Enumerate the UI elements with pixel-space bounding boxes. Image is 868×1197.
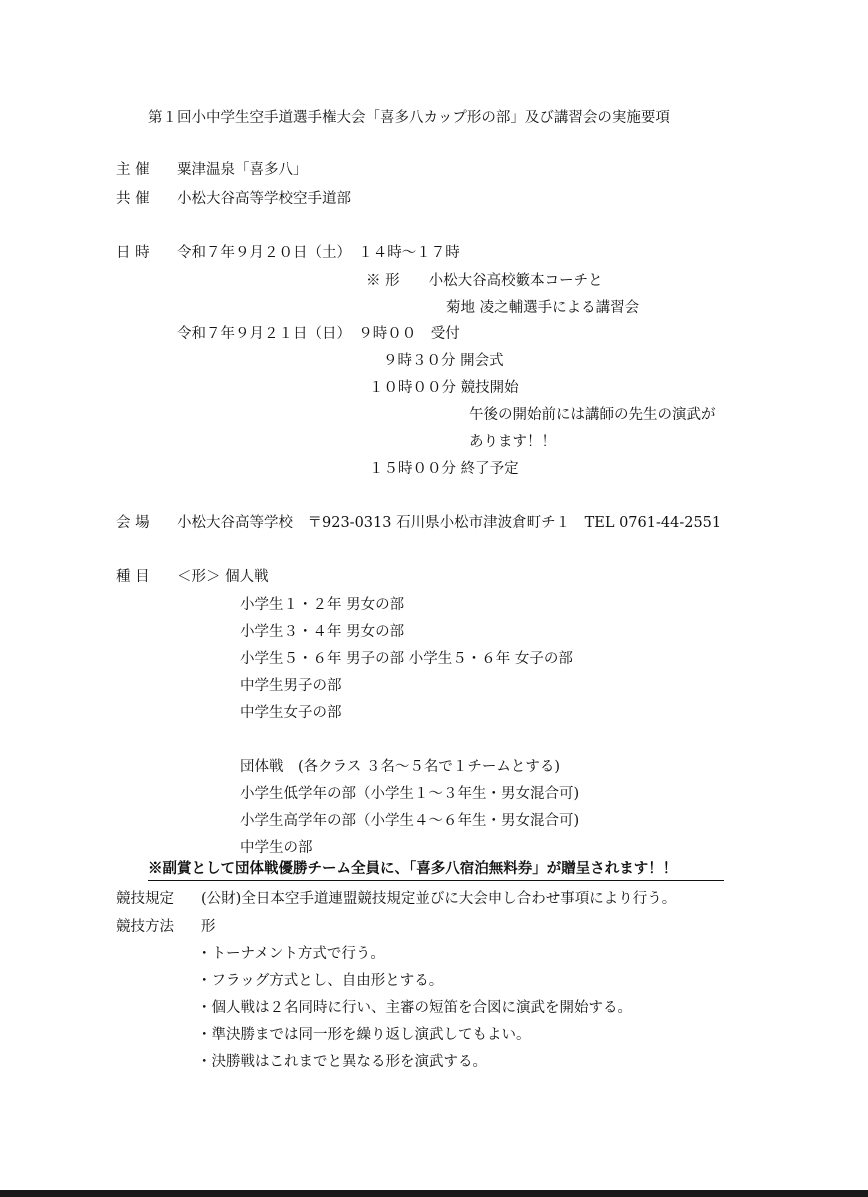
co-organizer-label: 共 催 <box>116 191 150 207</box>
team-item: 小学生低学年の部（小学生１～３年生・男女混合可) <box>240 786 580 802</box>
individual-item: 小学生５・６年 男子の部 小学生５・６年 女子の部 <box>240 651 573 667</box>
events-label: 種 目 <box>116 569 150 585</box>
method-label: 競技方法 <box>116 919 174 935</box>
individual-item: 小学生３・４年 男女の部 <box>240 624 405 640</box>
prize-underline <box>148 880 724 881</box>
individual-item: 中学生女子の部 <box>240 705 342 721</box>
schedule-day2-note2: あります！！ <box>469 434 556 450</box>
co-organizer-value: 小松大谷高等学校空手道部 <box>177 191 351 207</box>
method-item: ・決勝戦はこれまでと異なる形を演武する。 <box>197 1054 487 1070</box>
schedule-day2-start: １０時００分 競技開始 <box>369 380 519 396</box>
schedule-day1-note2: 菊地 凌之輔選手による講習会 <box>446 300 640 316</box>
schedule-day2-end: １５時００分 終了予定 <box>369 461 519 477</box>
method-item: ・トーナメント方式で行う。 <box>197 946 385 962</box>
rules-value: (公財)全日本空手道連盟競技規定並びに大会申し合わせ事項により行う。 <box>201 891 677 907</box>
page-title: 第１回小中学生空手道選手権大会「喜多八カップ形の部」及び講習会の実施要項 <box>148 110 670 126</box>
schedule-day1-note1: ※ 形 小松大谷高校籔本コーチと <box>366 273 603 289</box>
venue-value: 小松大谷高等学校 〒923-0313 石川県小松市津波倉町チ１ TEL 0761-44-2551 <box>177 515 722 531</box>
schedule-label: 日 時 <box>116 245 150 261</box>
venue-label: 会 場 <box>116 515 150 531</box>
method-value: 形 <box>201 919 216 935</box>
bottom-edge-bar <box>0 1190 868 1197</box>
team-item: 小学生高学年の部（小学生４～６年生・男女混合可) <box>240 813 580 829</box>
individual-item: 中学生男子の部 <box>240 678 342 694</box>
individual-header: ＜形＞ 個人戦 <box>177 569 269 585</box>
schedule-day2-opening: ９時３０分 開会式 <box>383 353 504 369</box>
schedule-day2: 令和７年９月２１日（日） ９時００ 受付 <box>177 326 460 342</box>
team-header: 団体戦 (各クラス ３名～５名で１チームとする) <box>240 759 560 775</box>
rules-label: 競技規定 <box>116 891 174 907</box>
team-item: 中学生の部 <box>240 840 313 856</box>
organizer-value: 粟津温泉「喜多八」 <box>177 162 308 178</box>
individual-item: 小学生１・２年 男女の部 <box>240 597 405 613</box>
method-item: ・個人戦は２名同時に行い、主審の短笛を合図に演武を開始する。 <box>197 1000 632 1016</box>
schedule-day1: 令和７年９月２０日（土） １４時～１７時 <box>177 245 460 261</box>
method-item: ・フラッグ方式とし、自由形とする。 <box>197 973 444 989</box>
organizer-label: 主 催 <box>116 162 150 178</box>
schedule-day2-note1: 午後の開始前には講師の先生の演武が <box>469 407 716 423</box>
prize-notice: ※副賞として団体戦優勝チーム全員に、「喜多八宿泊無料券」が贈呈されます！！ <box>148 860 678 877</box>
method-item: ・準決勝までは同一形を繰り返し演武してもよい。 <box>197 1027 531 1043</box>
